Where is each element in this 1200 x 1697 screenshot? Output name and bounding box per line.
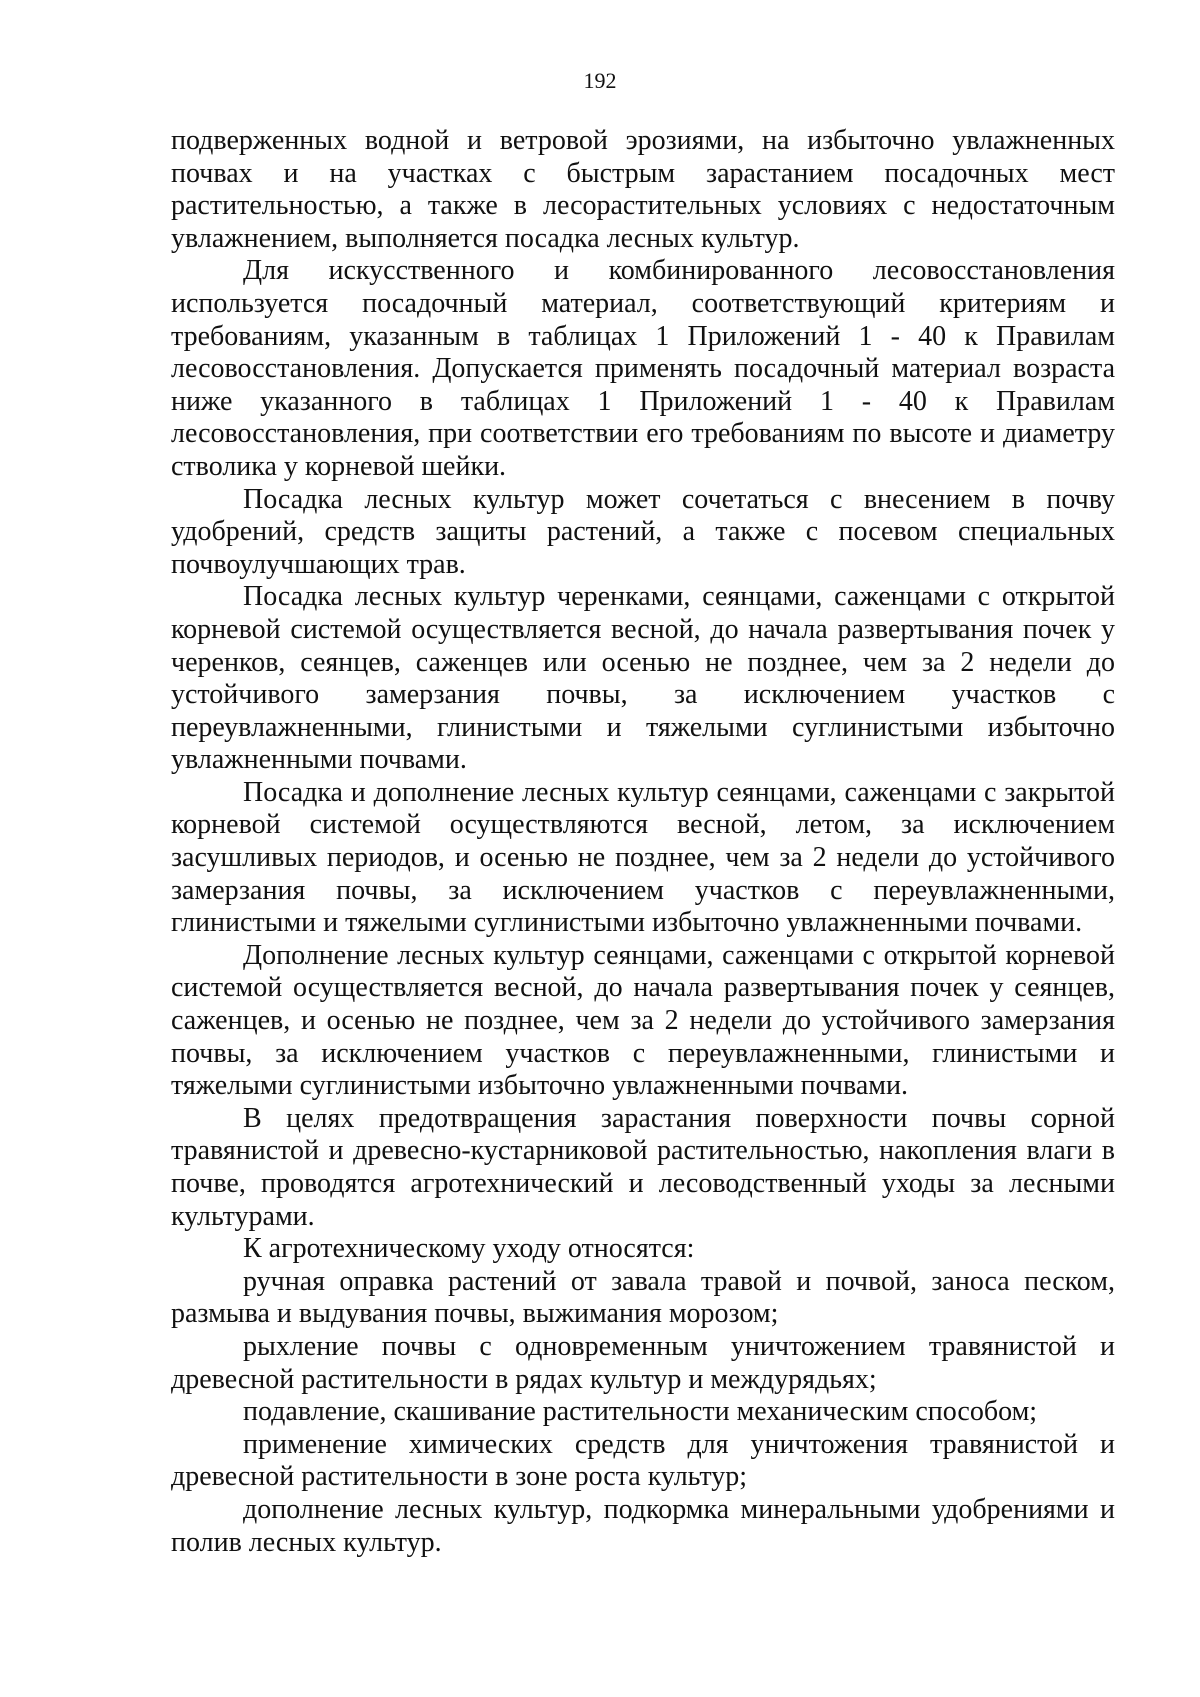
paragraph-open-root-planting: Посадка лесных культур черенками, сеянцами, саженцами с открытой корневой системой осуществляется весной, до начала развертывания почек у черенков, сеянцев, саженцев или осенью не позднее, чем за 2 недели до устойчивого замерзания почвы, за исключением участков с переувлажненными, глинистыми и тяжелыми суглинистыми избыточно увлажненными почвами.: [171, 581, 1115, 776]
paragraph-closed-root-planting: Посадка и дополнение лесных культур сеянцами, саженцами с закрытой корневой системой осуществляются весной, летом, за исключением засушливых периодов, и осенью не позднее, чем за 2 недели до устойчивого замерзания почвы, за исключением участков с переувлажненными, глинистыми и тяжелыми суглинистыми избыточно увлажненными почвами.: [171, 776, 1115, 939]
list-item-mowing: подавление, скашивание растительности механическим способом;: [243, 1396, 1038, 1428]
page-number: 192: [583, 68, 617, 93]
paragraph-open-root-supplement: Дополнение лесных культур сеянцами, саженцами с открытой корневой системой осуществляется весной, до начала развертывания почек у сеянцев, саженцев, и осенью не позднее, чем за 2 недели до устойчивого замерзания почвы, за исключением участков с переувлажненными, глинистыми и тяжелыми суглинистыми избыточно увлажненными почвами.: [171, 939, 1115, 1102]
list-item-supplement-fertilizing: дополнение лесных культур, подкормка минеральными удобрениями и полив лесных культур.: [171, 1493, 1115, 1558]
paragraph-planting-material: Для искусственного и комбинированного лесовосстановления используется посадочный материал, соответствующий критериям и требованиям, указанным в таблицах 1 Приложений 1 - 40 к Правилам лесовосстановления. Допускается применять посадочный материал возраста ниже указанного в таблицах 1 Приложений 1 - 40 к Правилам лесовосстановления, при соответствии его требованиям по высоте и диаметру стволика у корневой шейки.: [171, 255, 1115, 482]
document-body: [171, 125, 1115, 1559]
paragraph-care-purpose: В целях предотвращения зарастания поверхности почвы сорной травянистой и древесно-кустарниковой растительностью, накопления влаги в почве, проводятся агротехнический и лесоводственный уходы за лесными культурами.: [171, 1102, 1115, 1232]
paragraph-agrotechnical-care-heading: К агротехническому уходу относятся:: [243, 1233, 695, 1265]
list-item-chemicals: применение химических средств для уничтожения травянистой и древесной растительности в зоне роста культур;: [171, 1428, 1115, 1493]
list-item-manual-straightening: ручная оправка растений от завала травой и почвой, заноса песком, размыва и выдувания почвы, выжимания морозом;: [171, 1265, 1115, 1330]
paragraph-continuation: подверженных водной и ветровой эрозиями, на избыточно увлажненных почвах и на участках с быстрым зарастанием посадочных мест растительностью, а также в лесорастительных условиях с недостаточным увлажнением, выполняется посадка лесных культур.: [171, 125, 1115, 254]
list-item-loosening: рыхление почвы с одновременным уничтожением травянистой и древесной растительности в рядах культур и междурядьях;: [171, 1330, 1115, 1395]
paragraph-fertilizers: Посадка лесных культур может сочетаться с внесением в почву удобрений, средств защиты растений, а также с посевом специальных почвоулучшающих трав.: [171, 483, 1115, 580]
